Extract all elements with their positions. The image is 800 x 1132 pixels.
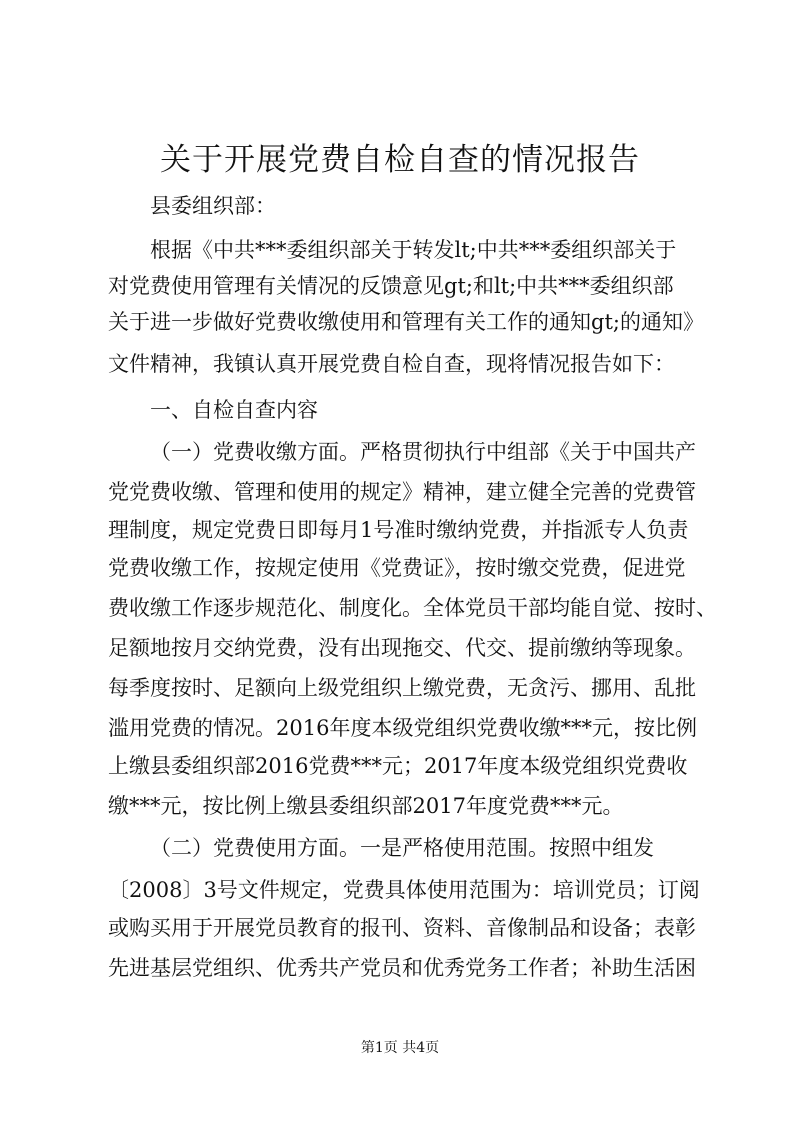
body-line: 每季度按时、足额向上级党组织上缴党费，无贪污、挪用、乱批 bbox=[108, 676, 696, 700]
body-line: 关于进一步做好党费收缴使用和管理有关工作的通知gt;的通知》 bbox=[108, 310, 704, 334]
body-line: （二）党费使用方面。一是严格使用范围。按照中组发 bbox=[150, 836, 654, 860]
body-line: 根据《中共***委组织部关于转发lt;中共***委组织部关于 bbox=[150, 238, 677, 262]
section-heading: 一、自检自查内容 bbox=[150, 398, 318, 422]
body-line: 足额地按月交纳党费，没有出现拖交、代交、提前缴纳等现象。 bbox=[108, 636, 696, 660]
body-line: （一）党费收缴方面。严格贯彻执行中组部《关于中国共产 bbox=[150, 440, 696, 464]
body-line: 〔2008〕3号文件规定，党费具体使用范围为：培训党员；订阅 bbox=[108, 878, 700, 902]
body-line: 或购买用于开展党员教育的报刊、资料、音像制品和设备；表彰 bbox=[108, 916, 696, 940]
body-line: 对党费使用管理有关情况的反馈意见gt;和lt;中共***委组织部 bbox=[108, 274, 674, 298]
document-title: 关于开展党费自检自查的情况报告 bbox=[160, 142, 640, 178]
page-indicator: 第1页 共4页 bbox=[360, 1040, 440, 1056]
body-line: 滥用党费的情况。2016年度本级党组织党费收缴***元，按比例 bbox=[108, 716, 697, 740]
body-line: 党费收缴工作，按规定使用《党费证》，按时缴交党费，促进党 bbox=[108, 556, 686, 580]
body-line: 文件精神，我镇认真开展党费自检自查，现将情况报告如下： bbox=[108, 352, 675, 376]
body-line: 先进基层党组织、优秀共产党员和优秀党务工作者；补助生活困 bbox=[108, 956, 696, 980]
body-line: 党党费收缴、管理和使用的规定》精神，建立健全完善的党费管 bbox=[108, 480, 696, 504]
body-line: 费收缴工作逐步规范化、制度化。全体党员干部均能自觉、按时、 bbox=[108, 596, 717, 620]
body-line: 上缴县委组织部2016党费***元；2017年度本级党组织党费收 bbox=[108, 754, 688, 778]
body-line: 理制度，规定党费日即每月1号准时缴纳党费，并指派专人负责 bbox=[108, 518, 689, 542]
salutation-line: 县委组织部： bbox=[150, 194, 276, 218]
body-line: 缴***元，按比例上缴县委组织部2017年度党费***元。 bbox=[108, 794, 624, 818]
